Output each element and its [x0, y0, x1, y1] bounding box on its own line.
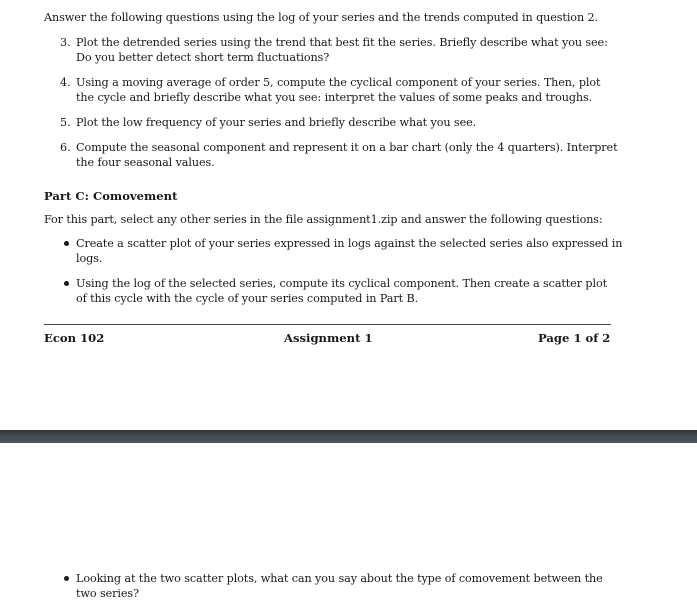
question-text: the four seasonal values. [76, 156, 215, 169]
section-heading: Part C: Comovement [44, 189, 178, 203]
bullet-icon [64, 241, 69, 246]
question-number: 6. [60, 141, 71, 154]
bullet-text: Using the log of the selected series, compute its cyclical component. Then create a scatter plot [76, 277, 607, 290]
question-number: 4. [60, 76, 71, 89]
question-text: Compute the seasonal component and represent it on a bar chart (only the 4 quarters). Interpret [76, 141, 618, 154]
bullet-text: Looking at the two scatter plots, what can you say about the type of comovement between the [76, 572, 603, 585]
bullet-text: two series? [76, 587, 139, 600]
section-intro: For this part, select any other series in the file assignment1.zip and answer the following questions: [44, 213, 603, 226]
question-number: 3. [60, 36, 71, 49]
footer-page-number: Page 1 of 2 [538, 331, 611, 345]
document-page-2 [0, 443, 697, 614]
footer-course: Econ 102 [44, 331, 105, 345]
question-number: 5. [60, 116, 71, 129]
bullet-icon [64, 576, 69, 581]
footer-rule [44, 324, 611, 325]
question-text: Do you better detect short term fluctuations? [76, 51, 330, 64]
question-text: Plot the detrended series using the trend that best fit the series. Briefly describe what you see: [76, 36, 608, 49]
bullet-text: of this cycle with the cycle of your series computed in Part B. [76, 292, 419, 305]
page-separator [0, 430, 697, 443]
intro-text: Answer the following questions using the log of your series and the trends computed in question 2. [44, 11, 598, 24]
bullet-text: logs. [76, 252, 103, 265]
footer-title: Assignment 1 [284, 331, 373, 345]
question-text: the cycle and briefly describe what you see: interpret the values of some peaks and troughs. [76, 91, 593, 104]
question-text: Using a moving average of order 5, compute the cyclical component of your series. Then, plot [76, 76, 601, 89]
bullet-text: Create a scatter plot of your series expressed in logs against the selected series also expressed in [76, 237, 623, 250]
question-text: Plot the low frequency of your series and briefly describe what you see. [76, 116, 477, 129]
bullet-icon [64, 281, 69, 286]
